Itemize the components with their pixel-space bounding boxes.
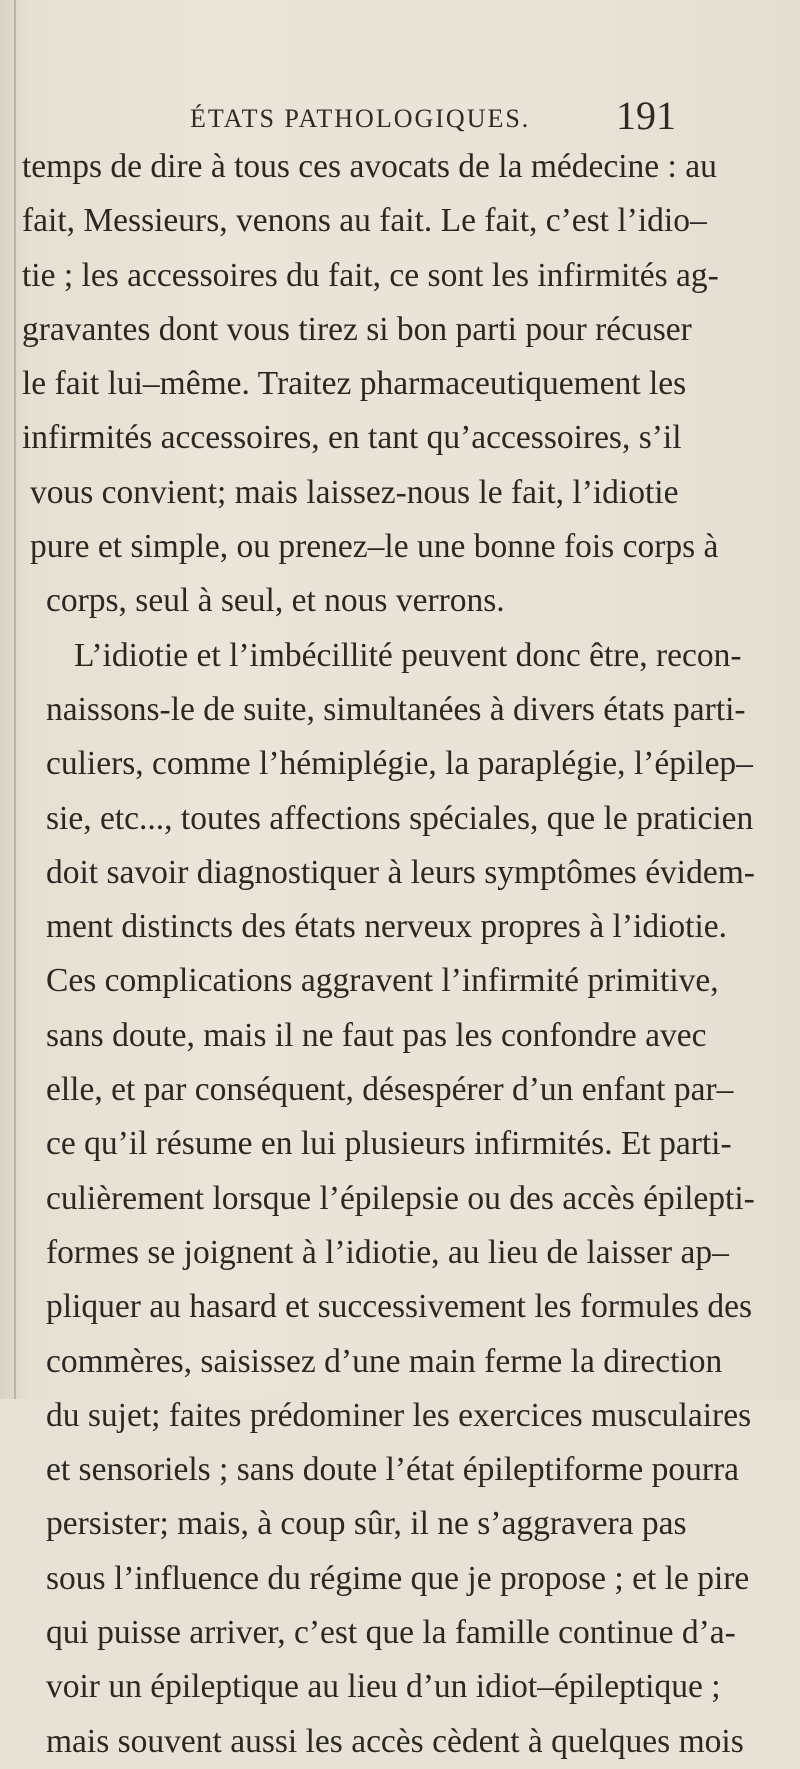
text-line: infirmités accessoires, en tant qu’accessoires, s’il: [22, 419, 682, 457]
text-line: pliquer au hasard et successivement les formules des: [46, 1288, 753, 1326]
text-line: tie ; les accessoires du fait, ce sont les infirmités ag-: [22, 256, 719, 294]
text-line: sans doute, mais il ne faut pas les confondre avec: [46, 1016, 707, 1054]
text-line: naissons-le de suite, simultanées à divers états parti-: [46, 690, 746, 728]
text-line: culiers, comme l’hémiplégie, la paraplégie, l’épilep–: [46, 745, 753, 783]
text-line: persister; mais, à coup sûr, il ne s’aggravera pas: [46, 1505, 687, 1543]
text-line: ce qu’il résume en lui plusieurs infirmités. Et parti-: [46, 1125, 732, 1163]
text-line: sie, etc..., toutes affections spéciales, que le praticien: [46, 799, 754, 837]
text-line: mais souvent aussi les accès cèdent à quelques mois: [46, 1722, 744, 1760]
text-line: qui puisse arriver, c’est que la famille continue d’a-: [46, 1614, 736, 1652]
text-line: pure et simple, ou prenez–le une bonne fois corps à: [30, 528, 719, 566]
page-number: 191: [616, 93, 676, 138]
body-text: [22, 140, 782, 1769]
text-line: ment distincts des états nerveux propres à l’idiotie.: [46, 908, 727, 946]
text-line: doit savoir diagnostiquer à leurs symptômes évidem-: [46, 853, 755, 891]
text-line: le fait lui–même. Traitez pharmaceutiquement les: [22, 365, 687, 403]
text-line: corps, seul à seul, et nous verrons.: [46, 582, 505, 620]
page-header: [0, 90, 800, 140]
text-line: du sujet; faites prédominer les exercices musculaires: [46, 1396, 752, 1434]
text-line: commères, saisissez d’une main ferme la direction: [46, 1342, 723, 1380]
page-gutter-edge: [14, 0, 16, 1399]
text-line: culièrement lorsque l’épilepsie ou des accès épilepti-: [46, 1179, 755, 1217]
text-line: gravantes dont vous tirez si bon parti pour récuser: [22, 310, 692, 348]
text-line: et sensoriels ; sans doute l’état épileptiforme pourra: [46, 1451, 740, 1489]
text-line: temps de dire à tous ces avocats de la médecine : au: [22, 148, 717, 185]
text-line: formes se joignent à l’idiotie, au lieu de laisser ap–: [46, 1233, 729, 1271]
text-line: elle, et par conséquent, désespérer d’un enfant par–: [46, 1071, 734, 1109]
paragraph-start-line: L’idiotie et l’imbécillité peuvent donc être, recon-: [74, 636, 742, 674]
text-line: vous convient; mais laissez-nous le fait, l’idiotie: [30, 473, 679, 511]
running-title: ÉTATS PATHOLOGIQUES.: [190, 104, 531, 133]
text-line: fait, Messieurs, venons au fait. Le fait, c’est l’idio–: [22, 202, 707, 240]
text-line: sous l’influence du régime que je propose ; et le pire: [46, 1559, 750, 1597]
text-line: voir un épileptique au lieu d’un idiot–épileptique ;: [46, 1668, 721, 1706]
text-line: Ces complications aggravent l’infirmité primitive,: [46, 962, 719, 1000]
